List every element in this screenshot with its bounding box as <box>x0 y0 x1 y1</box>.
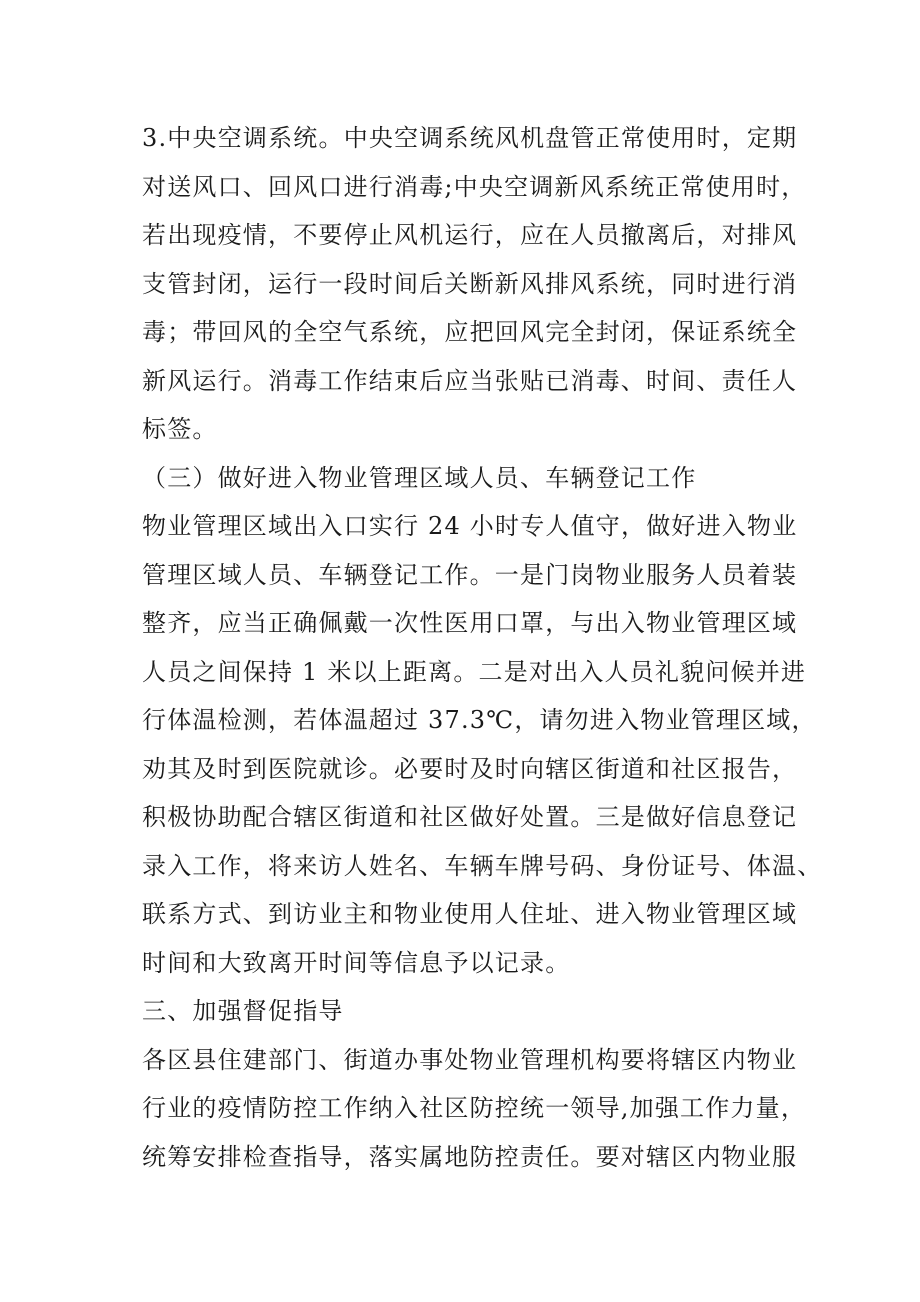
text-line: 标签。 <box>142 415 218 443</box>
text-line: 若出现疫情，不要停止风机运行，应在人员撤离后，对排风 <box>142 221 798 249</box>
text-line: 新风运行。消毒工作结束后应当张贴已消毒、时间、责任人 <box>142 366 798 395</box>
text-line: 管理区域人员、车辆登记工作。一是门岗物业服务人员着装 <box>142 560 798 589</box>
text-line: （三）做好进入物业管理区域人员、车辆登记工作 <box>142 463 697 492</box>
text-line: 对送风口、回风口进行消毒;中央空调新风系统正常使用时， <box>142 172 807 201</box>
text-line: 整齐，应当正确佩戴一次性医用口罩，与出入物业管理区域 <box>142 609 798 637</box>
text-line: 联系方式、到访业主和物业使用人住址、进入物业管理区域 <box>142 900 798 928</box>
text-line: 各区县住建部门、街道办事处物业管理机构要将辖区内物业 <box>142 1045 798 1074</box>
body-text <box>142 114 823 1181</box>
text-line: 行业的疫情防控工作纳入社区防控统一领导,加强工作力量， <box>142 1094 807 1122</box>
text-line: 录入工作，将来访人姓名、车辆车牌号码、身份证号、体温、 <box>142 851 823 880</box>
text-line: 时间和大致离开时间等信息予以记录。 <box>142 948 571 977</box>
text-line: 人员之间保持 1 米以上距离。二是对出入人员礼貌问候并进 <box>142 657 807 686</box>
text-line: 统筹安排检查指导，落实属地防控责任。要对辖区内物业服 <box>142 1142 798 1171</box>
text-line: 行体温检测，若体温超过 37.3℃，请勿进入物业管理区域， <box>142 706 817 734</box>
text-line: 三、加强督促指导 <box>142 997 344 1025</box>
text-line: 支管封闭，运行一段时间后关断新风排风系统，同时进行消 <box>142 269 798 298</box>
text-line: 物业管理区域出入口实行 24 小时专人值守，做好进入物业 <box>142 512 798 540</box>
text-line: 3.中央空调系统。中央空调系统风机盘管正常使用时，定期 <box>142 124 798 152</box>
text-line: 积极协助配合辖区街道和社区做好处置。三是做好信息登记 <box>142 803 798 831</box>
text-line: 毒；带回风的全空气系统，应把回风完全封闭，保证系统全 <box>142 318 798 346</box>
text-line: 劝其及时到医院就诊。必要时及时向辖区街道和社区报告， <box>142 754 798 783</box>
